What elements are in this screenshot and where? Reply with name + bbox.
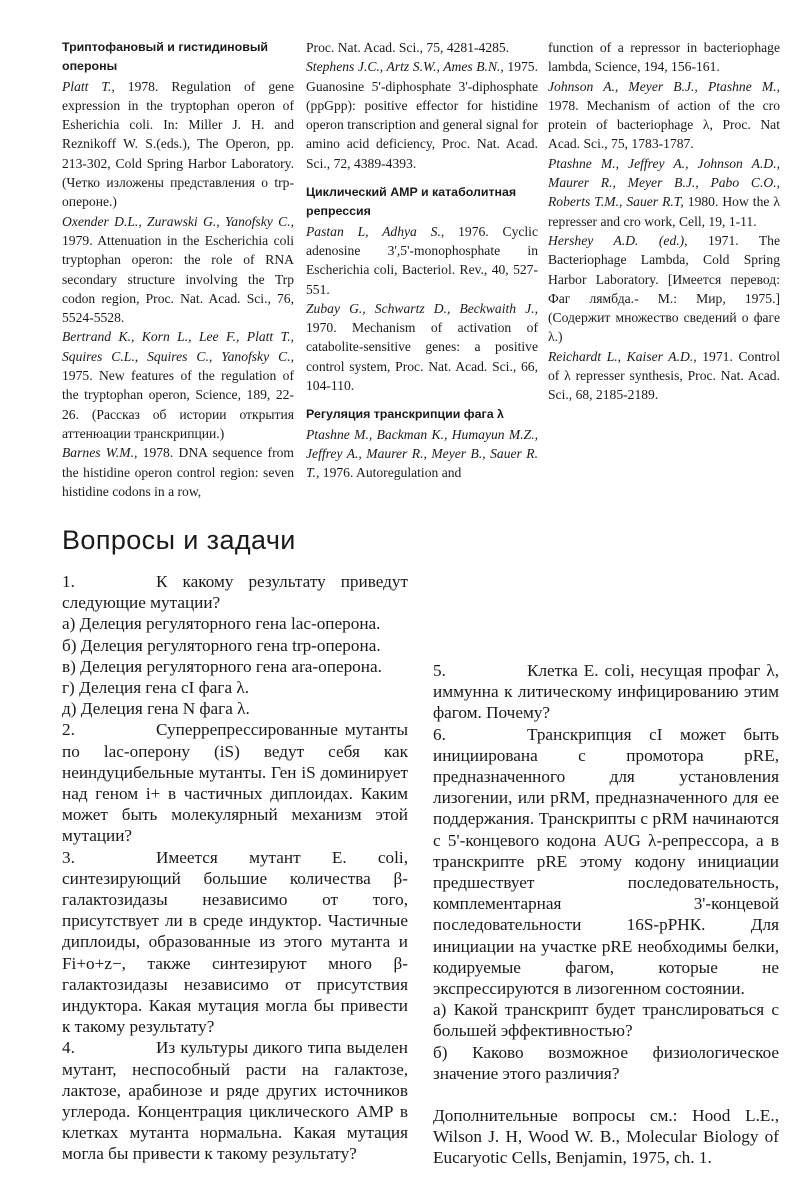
reference-entry: Ptashne M., Jeffrey A., Johnson A.D., Maurer R., Meyer B.J., Pabo C.O., Roberts T.M., Sauer R.T, 1980. How the λ represser and cro work, Cell, 19, 1-11.	[548, 155, 780, 229]
question-1-item: г) Делеция гена cI фага λ.	[62, 678, 250, 698]
question-1-item: а) Делеция регуляторного гена lac-оперона.	[62, 614, 381, 634]
additional-questions-note: Дополнительные вопросы см.: Hood L.E., Wilson J. H, Wood W. В., Molecular Biology of Eucaryotic Cells, Benjamin, 1975, ch. 1.	[433, 1106, 779, 1168]
reference-continuation: Proc. Nat. Acad. Sci., 75, 4281-4285.	[306, 40, 510, 55]
question-2: 2. Суперрепрессированные мутанты по lac-оперону (iS) ведут себя как неиндуцибельные мутанты. Ген iS доминирует над геном i+ в частичных диплоидах. Каким может быть молекулярный механизм этой мутации?	[62, 720, 408, 846]
question-4: 4. Из культуры дикого типа выделен мутант, неспособный расти на галактозе, лактозе, арабинозе и ряде других источников углерода. Концентрация циклического AMP в клетках мутанта нормальна. Какая мутация могла бы привести к такому результату?	[62, 1038, 408, 1164]
question-1-item: в) Делеция регуляторного гена ara-оперона.	[62, 656, 382, 676]
questions-column-right	[433, 528, 779, 1169]
question-1: 1. К какому результату приведут следующие мутации?	[62, 572, 408, 613]
references-column-3	[548, 38, 780, 405]
section-heading: Регуляция транскрипции фага λ	[306, 407, 504, 422]
section-heading: Циклический AMP и катаболитная репрессия	[306, 185, 517, 219]
question-5: 5. Клетка E. coli, несущая профаг λ, иммунна к литическому инфицированию этим фагом. Почему?	[433, 661, 779, 723]
reference-entry: Stephens J.C., Artz S.W., Ames B.N., 1975. Guanosine 5'-diphosphate 3'-diphosphate (ppGpp): positive effector for histidine operon transcription and general signal for amino acid deficiency, Proc. Nat. Acad. Sci., 72, 4389-4393.	[306, 59, 538, 171]
reference-entry: Pastan L, Adhya S., 1976. Cyclic adenosine 3',5'-monophosphate in Escherichia coli, Bacteriol. Rev., 40, 527-551.	[306, 223, 538, 297]
reference-entry: Reichardt L., Kaiser A.D., 1971. Control of λ represser synthesis, Proc. Nat. Acad. Sci., 68, 2185-2189.	[548, 348, 780, 403]
question-6-item: а) Какой транскрипт будет транслироваться с большей эффективностью?	[433, 1000, 779, 1041]
question-6: 6. Транскрипция cI может быть инициирована с промотора pRE, предназначенного для установления лизогении, или pRM, предназначенного для ее поддержания. Транскрипты с pRM начинаются с 5'-концевого кодона AUG λ-репрессора, а в транскрипте pRE этому кодону инициации предшествует последовательность, комплементарная 3'-концевой последовательности 16S-рРНК. Для инициации на участке pRE необходимы белки, кодируемые фагом, которые не экспрессируются в лизогенном состоянии.	[433, 724, 779, 999]
question-3: 3. Имеется мутант E. coli, синтезирующий большие количества β-галактозидазы независимо от того, присутствует ли в среде индуктор. Частичные диплоиды, образованные из этого мутанта и Fi+o+z−, также синтезируют много β-галактозидазы независимо от присутствия индуктора. Какая мутация могла бы привести к такому результату?	[62, 847, 408, 1037]
question-6-item: б) Каково возможное физиологическое значение этого различия?	[433, 1042, 779, 1083]
reference-entry: Oxender D.L., Zurawski G., Yanofsky C., 1979. Attenuation in the Escherichia coli tryptophan operon: the role of RNA secondary structure involving the Trp codon region, Proc. Nat. Acad. Sci., 76, 5524-5528.	[62, 213, 294, 326]
reference-continuation: function of a repressor in bacteriophage lambda, Science, 194, 156-161.	[548, 40, 780, 75]
reference-entry: Zubay G., Schwartz D., Beckwaith J., 1970. Mechanism of activation of catabolite-sensitive genes: a positive control system, Proc. Nat. Acad. Sci., 66, 104-110.	[306, 300, 538, 394]
questions-column-left	[62, 571, 408, 1165]
section-heading: Триптофановый и гистидиновый опероны	[62, 40, 269, 74]
reference-entry: Barnes W.M., 1978. DNA sequence from the histidine operon control region: seven histidine codons in a row,	[62, 445, 294, 499]
reference-entry: Bertrand K., Korn L., Lee F., Platt T., Squires C.L., Squires C., Yanofsky C., 1975. New features of the regulation of the tryptophan operon, Science, 189, 22-26. (Рассказ об истории открытия аттенюации транскрипции.)	[62, 329, 294, 441]
question-1-item: б) Делеция регуляторного гена trp-оперона.	[62, 635, 381, 655]
references-column-1	[62, 38, 294, 501]
reference-entry: Ptashne M., Backman K., Humayun M.Z., Jeffrey A., Maurer R., Meyer B., Sauer R. T., 1976. Autoregulation and	[306, 426, 538, 481]
question-1-item: д) Делеция гена N фага λ.	[62, 699, 250, 719]
reference-entry: Johnson A., Meyer B.J., Ptashne M., 1978. Mechanism of action of the cro protein of bacteriophage λ, Proc. Nat Acad. Sci., 75, 1783-1787.	[548, 78, 780, 152]
section-title: Вопросы и задачи	[62, 525, 296, 555]
reference-entry: Platt T., 1978. Regulation of gene expression in the tryptophan operon of Esherichia coli. In: Miller J. H. and Reznikoff W. S.(eds.), The Operon, pp. 213-302, Cold Spring Harbor Laboratory. (Четко изложены представления о trp-опероне.)	[62, 78, 294, 210]
reference-entry: Hershey A.D. (ed.), 1971. The Bacteriophage Lambda, Cold Spring Harbor Laboratory. [Имеется перевод: Фаг лямбда.- М.: Мир, 1975.] (Содержит множество сведений о фаге λ.)	[548, 232, 780, 345]
references-column-2	[306, 38, 538, 483]
